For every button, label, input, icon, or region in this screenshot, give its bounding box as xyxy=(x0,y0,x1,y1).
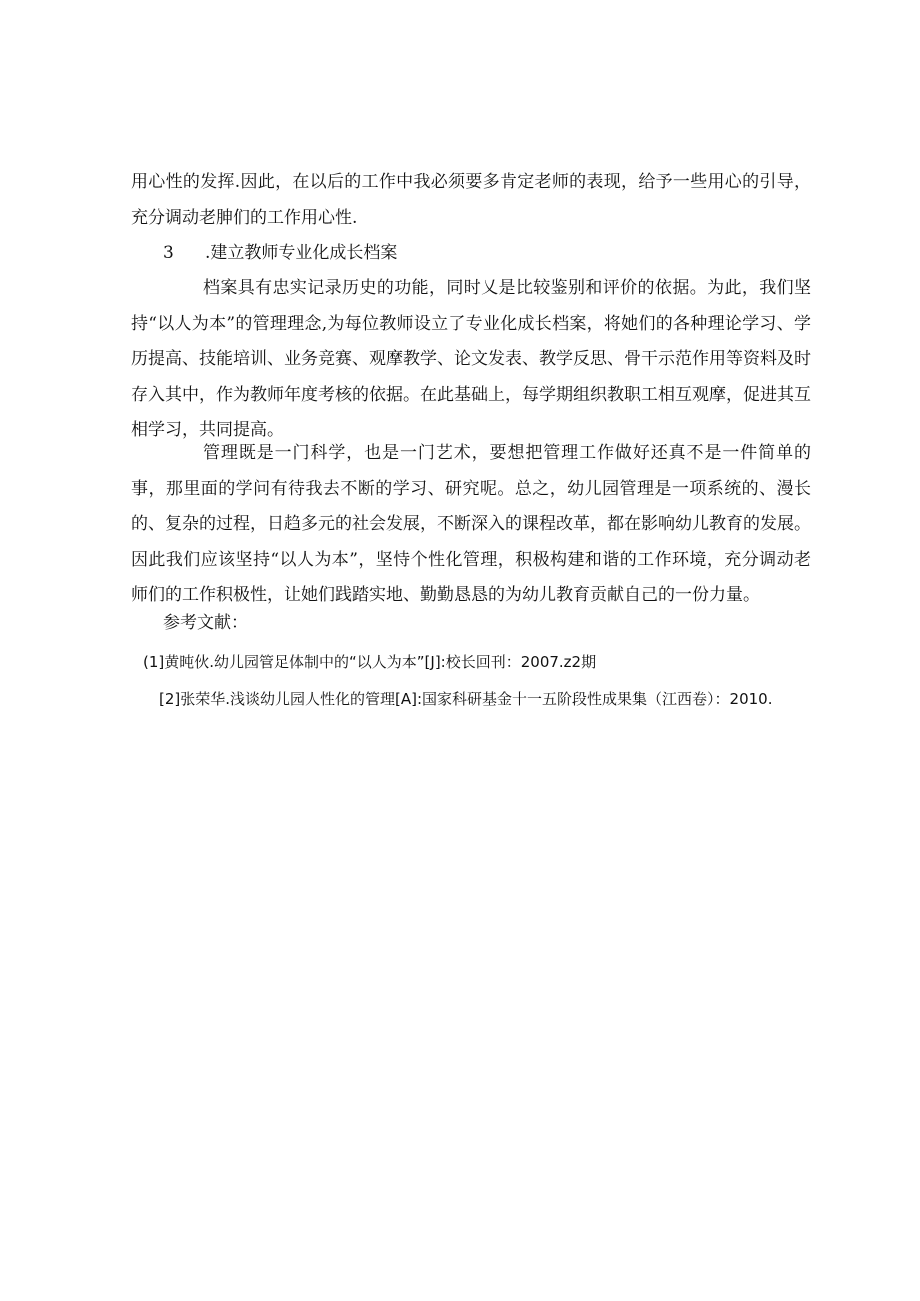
reference-item: (1]黄旽伙.幼儿园管足体制中的“以人为本”[J]:校长回刊：2007.z2期 xyxy=(143,653,597,671)
body-paragraph-archive: 档案具有忠实记录历史的功能，同时乂是比较鉴别和评价的依据。为此，我们坚持“以人为本”的管理理念,为每位教师设立了专业化成长档案，将她们的各种理论学习、学历提高、技能培训、业务竞赛、观摩教学、论文发表、教学反思、骨干示范作用等资料及时存入其中，作为教师年度考核的依据。在此基础上，每学期组织教职工相互观摩，促进其互相学习，共同提高。 xyxy=(131,278,811,440)
reference-item: [2]张荣华.浅谈幼儿园人性化的管理[A]:国家科研基金十一五阶段性成果集（江西卷）：2010. xyxy=(159,690,773,708)
references-title: 参考文献： xyxy=(163,613,248,633)
section-heading xyxy=(163,236,397,272)
body-paragraph-conclusion: 管理既是一门科学，也是一门艺术，要想把管理工作做好还真不是一件简单的事，那里面的学问有待我去不断的学习、研究呢。总之，幼儿园管理是一项系统的、漫长的、复杂的过程，日趋多元的社会发展，不断深入的课程改革，都在影响幼儿教育的发展。因此我们应该坚持“以人为本”，坚恃个性化管理，积极构建和谐的工作环境，充分调动老师们的工作积极性，让她们践踏实地、勤勤恳恳的为幼儿教育贡献自己的一份力量。 xyxy=(131,443,811,605)
continuation-paragraph: 用心性的发挥.因此，在以后的工作中我必须要多肯定老师的表现，给予一些用心的引导，充分调动老胂们的工作用心性. xyxy=(131,172,811,228)
section-title: .建立教师专业化成长档案 xyxy=(205,243,398,263)
section-number: 3 xyxy=(163,243,174,263)
